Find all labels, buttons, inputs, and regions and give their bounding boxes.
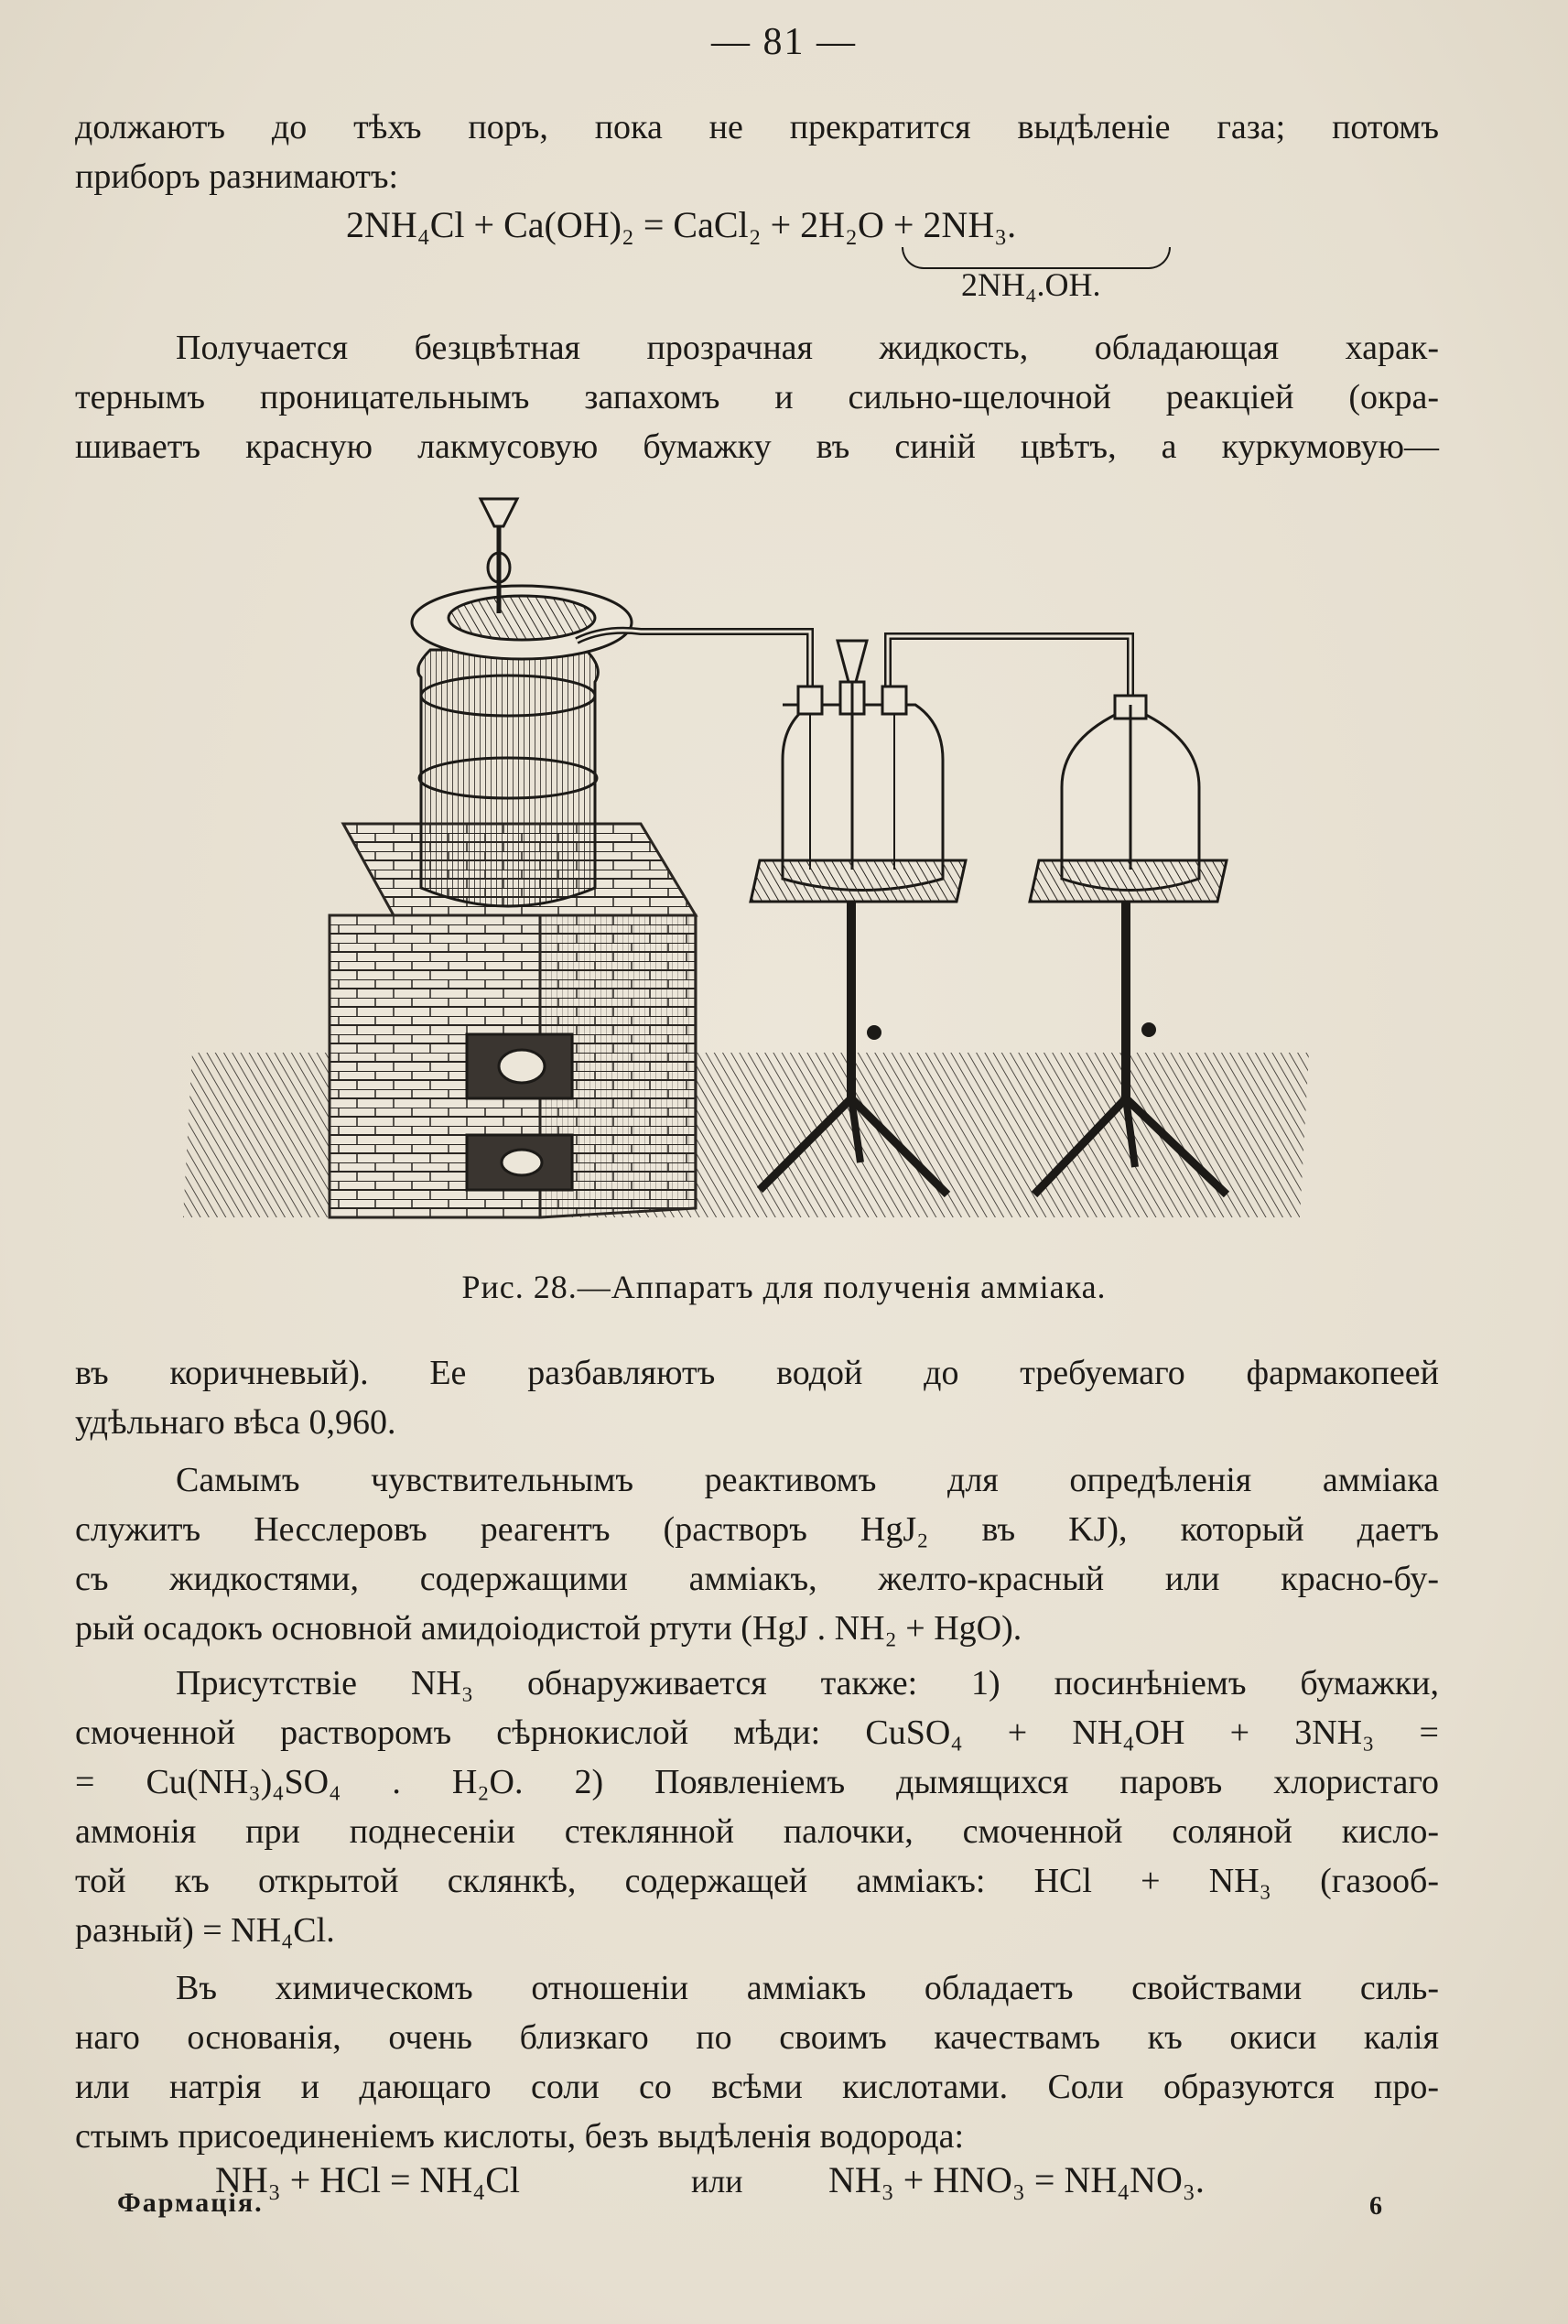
text-line: Получается безцвѣтная прозрачная жидкость, обладающая харак-	[176, 329, 1439, 367]
footer-signature-mark: 6	[1369, 2192, 1382, 2221]
text-line: Самымъ чувствительнымъ реактивомъ для опредѣленія амміака	[176, 1461, 1439, 1499]
paragraph-1	[75, 103, 1439, 201]
paragraph-6	[75, 1963, 1439, 2161]
equation-brace-label: 2NH₄.OH.	[961, 266, 1101, 303]
footer-book-title: Фармація.	[117, 2188, 264, 2218]
equation-ammonium-chloride: NH₃ + HCl = NH₄Cl	[215, 2159, 521, 2200]
paragraph-4	[75, 1455, 1439, 1653]
text-line: удѣльнаго вѣса 0,960.	[75, 1403, 396, 1442]
text-line: тернымъ проницательнымъ запахомъ и сильно-щелочной реакціей (окра-	[75, 378, 1439, 416]
text-line: служитъ Несслеровъ реагентъ (растворъ HgJ₂ въ KJ), который даетъ	[75, 1510, 1439, 1549]
page-number: — 81 —	[711, 21, 857, 63]
figure-caption: Рис. 28.—Аппаратъ для полученія амміака.	[461, 1269, 1107, 1305]
equation-ammonium-nitrate: NH₃ + HNO₃ = NH₄NO₃.	[828, 2159, 1205, 2200]
text-line: той къ открытой склянкѣ, содержащей амміакъ: HCl + NH₃ (газооб-	[75, 1862, 1439, 1900]
text-line: наго основанія, очень близкаго по своимъ качествамъ къ окиси калія	[75, 2018, 1439, 2057]
text-line: съ жидкостями, содержащими амміакъ, желто-красный или красно-бу-	[75, 1560, 1439, 1598]
text-line: должаютъ до тѣхъ поръ, пока не прекратится выдѣленіе газа; потомъ	[75, 108, 1439, 146]
text-line: или натрія и дающаго соли со всѣми кислотами. Соли образуются про-	[75, 2068, 1439, 2106]
text-line: приборъ разнимаютъ:	[75, 157, 399, 196]
text-line: аммонія при поднесеніи стеклянной палочки, смоченной соляной кисло-	[75, 1812, 1439, 1851]
equation-ammonia-preparation: 2NH₄Cl + Ca(OH)₂ = CaCl₂ + 2H₂O + 2NH₃.	[346, 204, 1017, 245]
text-line: въ коричневый). Ее разбавляютъ водой до требуемаго фармакопеей	[75, 1354, 1439, 1392]
paragraph-5	[75, 1659, 1439, 1955]
text-line: смоченной растворомъ сѣрнокислой мѣди: CuSO₄ + NH₄OH + 3NH₃ =	[75, 1713, 1439, 1752]
paragraph-3	[75, 1348, 1439, 1447]
text-line: Въ химическомъ отношеніи амміакъ обладаетъ свойствами силь-	[176, 1969, 1439, 2007]
text-line: разный) = NH₄Cl.	[75, 1911, 335, 1950]
text-line: = Cu(NH₃)₄SO₄ . H₂O. 2) Появленіемъ дымящихся паровъ хлористаго	[75, 1763, 1439, 1801]
equation-or: или	[691, 2163, 743, 2200]
apparatus-illustration	[183, 485, 1318, 1245]
text-line: рый осадокъ основной амидоіодистой ртути (HgJ . NH₂ + HgO).	[75, 1609, 1022, 1648]
text-line: шиваетъ красную лакмусовую бумажку въ синій цвѣтъ, а куркумовую—	[75, 427, 1439, 466]
paragraph-2	[75, 323, 1439, 471]
text-line: стымъ присоединеніемъ кислоты, безъ выдѣленія водорода:	[75, 2117, 965, 2156]
text-line: Присутствіе NH₃ обнаруживается также: 1) посинѣніемъ бумажки,	[176, 1664, 1439, 1702]
